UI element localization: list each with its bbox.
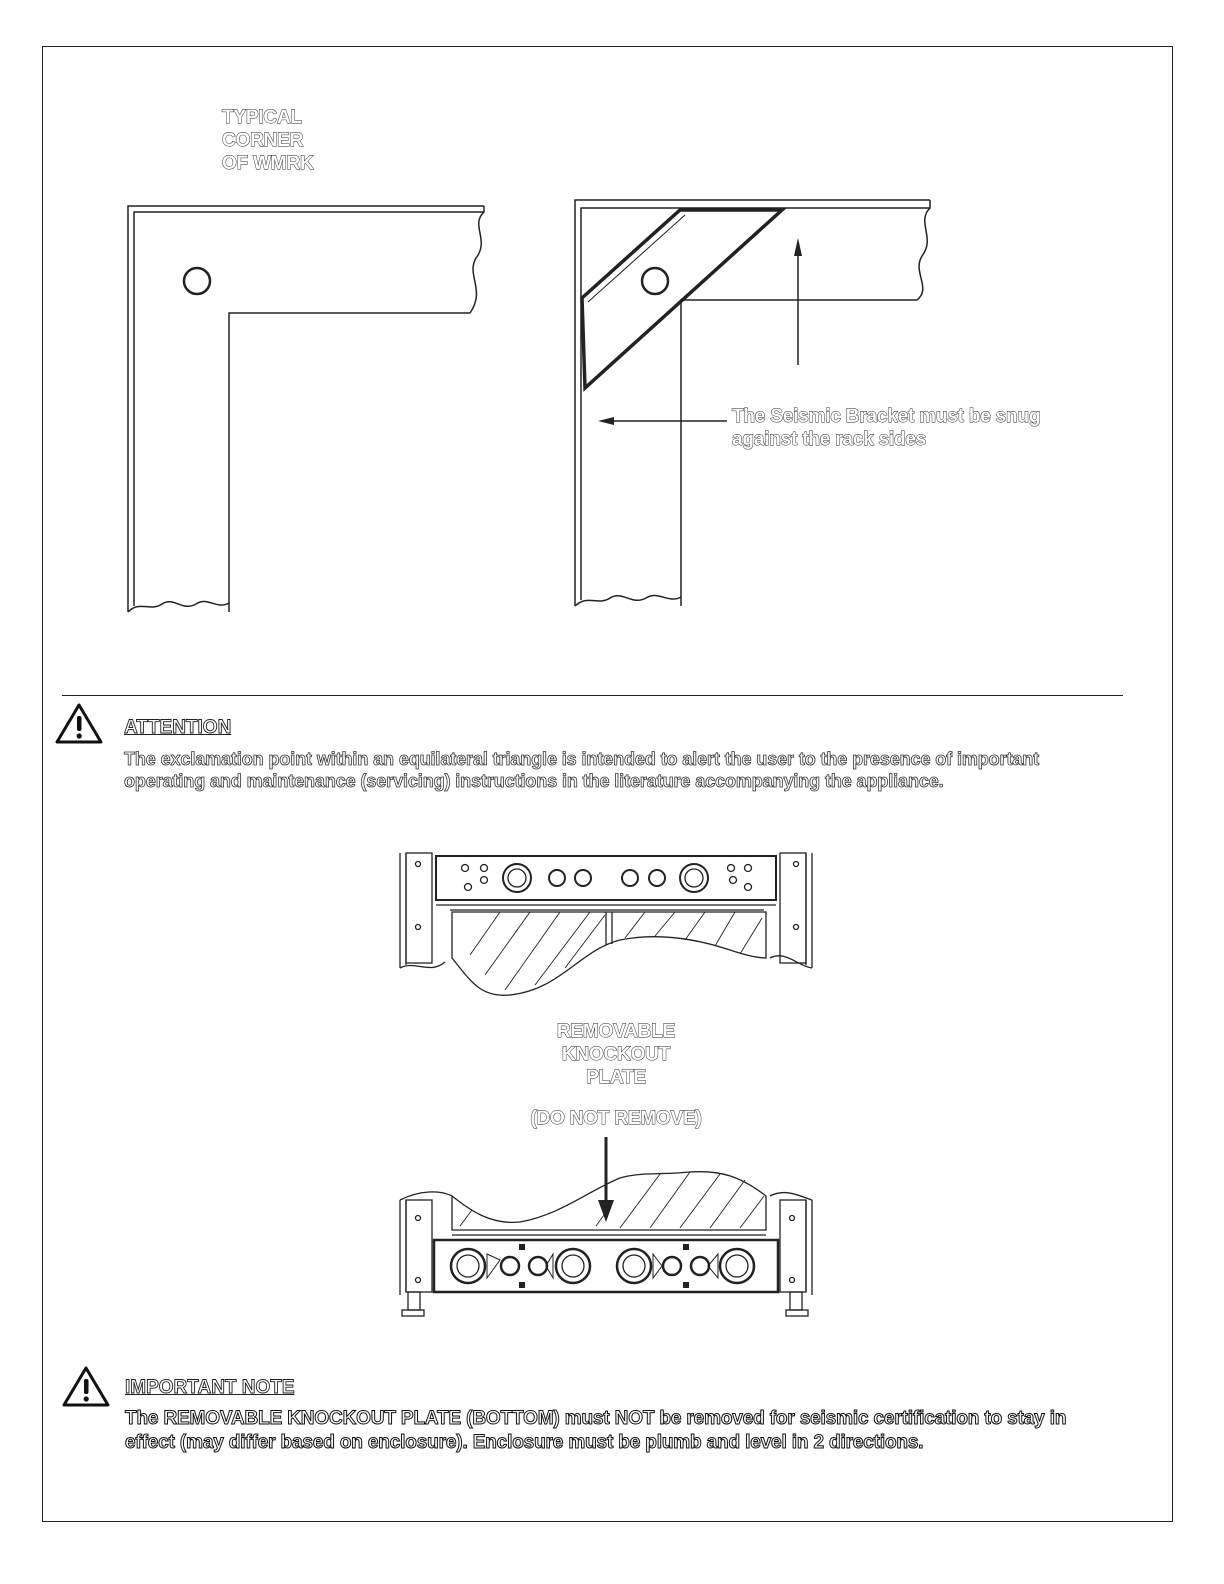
corner-caption-line-3: OF WMRK bbox=[222, 153, 314, 174]
bracket-callout-line-2: against the rack sides bbox=[732, 429, 927, 450]
warning-triangle-icon bbox=[62, 1365, 112, 1409]
important-note-heading: IMPORTANT NOTE bbox=[125, 1377, 295, 1398]
attention-body-line-1: The exclamation point within an equilateral triangle is intended to alert the user to the presence of important bbox=[124, 749, 1040, 769]
bracket-callout-line-1: The Seismic Bracket must be snug bbox=[732, 406, 1041, 427]
knockout-warning: (DO NOT REMOVE) bbox=[530, 1108, 702, 1129]
attention-body-line-2: operating and maintenance (servicing) instructions in the literature accompanying the appliance. bbox=[124, 771, 944, 791]
knockout-label-line-3: PLATE bbox=[586, 1067, 646, 1088]
corner-caption-line-2: CORNER bbox=[222, 130, 304, 151]
important-note-line-1: The REMOVABLE KNOCKOUT PLATE (BOTTOM) must NOT be removed for seismic certification to stay in bbox=[125, 1408, 1067, 1429]
corner-caption-line-1: TYPICAL bbox=[222, 107, 302, 128]
knockout-label-line-2: KNOCKOUT bbox=[561, 1044, 671, 1065]
knockout-arrow-head bbox=[598, 1200, 614, 1222]
attention-heading: ATTENTION bbox=[124, 717, 232, 738]
knockout-label-line-1: REMOVABLE bbox=[556, 1021, 676, 1042]
important-note-line-2: effect (may differ based on enclosure). Enclosure must be plumb and level in 2 directions. bbox=[125, 1432, 924, 1453]
important-note-body bbox=[125, 1407, 1185, 1455]
